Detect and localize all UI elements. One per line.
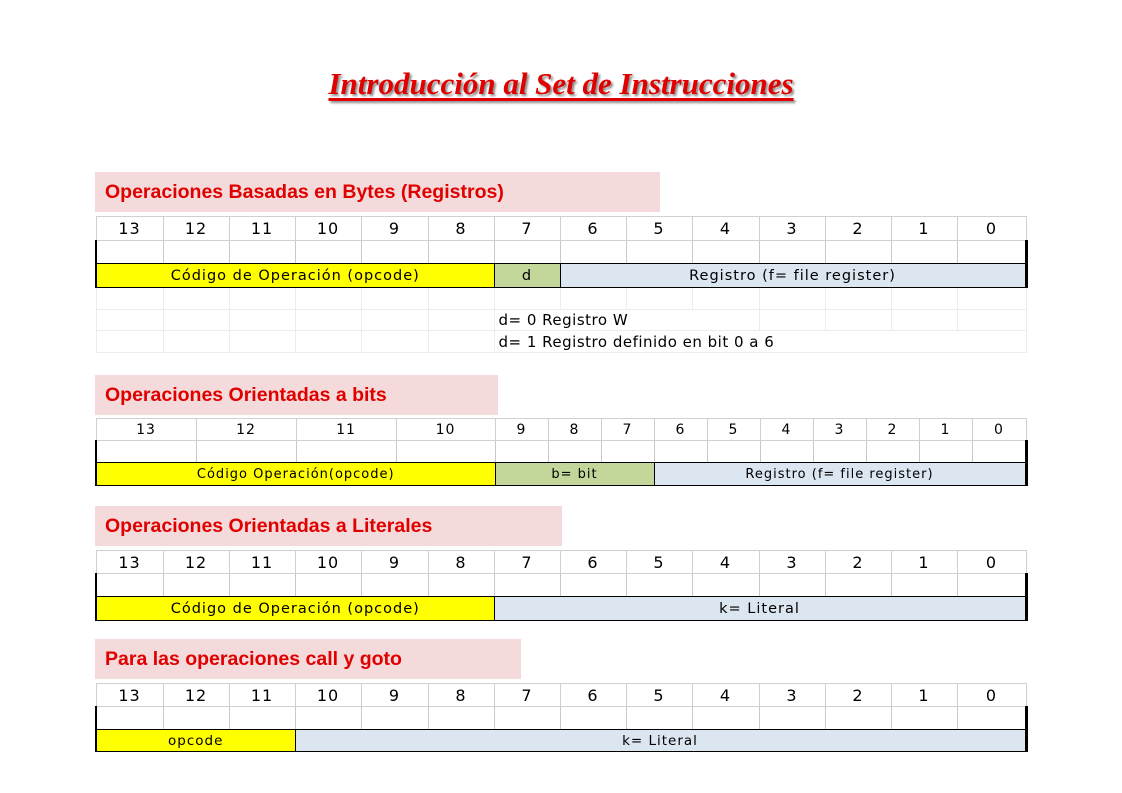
bit-cell [296, 441, 396, 463]
bit-5: 5 [707, 419, 760, 441]
bit-cell [548, 441, 601, 463]
bit-9: 9 [361, 684, 428, 707]
bit-7: 7 [494, 217, 560, 241]
bit-cell [919, 441, 972, 463]
bit-5: 5 [626, 684, 692, 707]
opcode-field: Código de Operación (opcode) [96, 264, 494, 288]
bit-12: 12 [163, 551, 229, 574]
bit-cell [96, 574, 163, 597]
bit-2: 2 [825, 684, 891, 707]
bit-cell [957, 241, 1026, 264]
d-field: d [494, 264, 560, 288]
section-heading-bits: Operaciones Orientadas a bits [95, 375, 498, 415]
bit-7: 7 [494, 684, 560, 707]
bit-11: 11 [229, 684, 295, 707]
bit-cell [560, 707, 626, 730]
bit-field: b= bit [495, 463, 654, 486]
note-d1: d= 1 Registro definido en bit 0 a 6 [494, 331, 1026, 353]
bit-9: 9 [361, 551, 428, 574]
bit-cell [707, 441, 760, 463]
bit-cell [825, 574, 891, 597]
bit-cell [96, 441, 196, 463]
bit-cell [825, 707, 891, 730]
bit-5: 5 [626, 217, 692, 241]
bit-11: 11 [229, 551, 295, 574]
bit-8: 8 [428, 551, 494, 574]
bit-11: 11 [229, 217, 295, 241]
bit-cell [891, 241, 957, 264]
section-heading-bytes: Operaciones Basadas en Bytes (Registros) [95, 172, 660, 212]
bit-cell [692, 707, 759, 730]
bit-12: 12 [163, 684, 229, 707]
bit-10: 10 [396, 419, 495, 441]
opcode-field: opcode [96, 730, 295, 752]
bit-cell [692, 241, 759, 264]
bit-cell [957, 707, 1026, 730]
bit-12: 12 [163, 217, 229, 241]
bit-cell [494, 574, 560, 597]
bit-1: 1 [891, 684, 957, 707]
bit-cell [295, 241, 361, 264]
bit-cell [626, 707, 692, 730]
bit-cell [759, 241, 825, 264]
bit-6: 6 [560, 217, 626, 241]
bit-cell [361, 241, 428, 264]
bit-7: 7 [601, 419, 654, 441]
bit-cell [396, 441, 495, 463]
bit-cell [295, 574, 361, 597]
bit-13: 13 [96, 551, 163, 574]
bit-cell [825, 241, 891, 264]
bit-3: 3 [759, 551, 825, 574]
bit-9: 9 [495, 419, 548, 441]
bit-cell [428, 241, 494, 264]
bit-12: 12 [196, 419, 296, 441]
bit-cell [760, 441, 813, 463]
bit-4: 4 [760, 419, 813, 441]
bit-cell [196, 441, 296, 463]
bit-2: 2 [866, 419, 919, 441]
call-goto-format-table [95, 683, 1028, 752]
literal-field: k= Literal [295, 730, 1026, 752]
bit-9: 9 [361, 217, 428, 241]
bit-0: 0 [957, 551, 1026, 574]
bit-3: 3 [813, 419, 866, 441]
bit-10: 10 [295, 551, 361, 574]
bit-cell [96, 241, 163, 264]
bit-8: 8 [428, 684, 494, 707]
bit-10: 10 [295, 217, 361, 241]
bit-cell [957, 574, 1026, 597]
bit-cell [601, 441, 654, 463]
bit-3: 3 [759, 684, 825, 707]
bit-1: 1 [919, 419, 972, 441]
bit-cell [229, 707, 295, 730]
bit-cell [560, 574, 626, 597]
opcode-field: Código de Operación (opcode) [96, 597, 494, 621]
bit-2: 2 [825, 217, 891, 241]
bit-cell [163, 241, 229, 264]
bit-11: 11 [296, 419, 396, 441]
bit-1: 1 [891, 217, 957, 241]
section-heading-call-goto: Para las operaciones call y goto [95, 639, 521, 679]
bit-0: 0 [972, 419, 1026, 441]
bit-cell [813, 441, 866, 463]
bit-6: 6 [560, 684, 626, 707]
note-d0: d= 0 Registro W [494, 310, 759, 331]
bit-6: 6 [560, 551, 626, 574]
bit-5: 5 [626, 551, 692, 574]
register-field: Registro (f= file register) [654, 463, 1026, 486]
bit-cell [428, 707, 494, 730]
bit-cell [361, 574, 428, 597]
bit-cell [229, 241, 295, 264]
bit-cell [494, 241, 560, 264]
bit-cell [361, 707, 428, 730]
bit-cell [495, 441, 548, 463]
bits-format-table [95, 418, 1028, 486]
bytes-format-table [95, 216, 1028, 353]
bit-cell [626, 241, 692, 264]
bit-13: 13 [96, 684, 163, 707]
bit-cell [759, 707, 825, 730]
bit-0: 0 [957, 684, 1026, 707]
bit-4: 4 [692, 551, 759, 574]
bit-13: 13 [96, 217, 163, 241]
bit-cell [626, 574, 692, 597]
literals-format-table [95, 550, 1028, 621]
bit-8: 8 [428, 217, 494, 241]
bit-cell [891, 574, 957, 597]
bit-4: 4 [692, 217, 759, 241]
bit-cell [229, 574, 295, 597]
bit-7: 7 [494, 551, 560, 574]
bit-cell [866, 441, 919, 463]
page-title: Introducción al Set de Instrucciones [328, 66, 794, 101]
bit-2: 2 [825, 551, 891, 574]
section-heading-literals: Operaciones Orientadas a Literales [95, 506, 562, 546]
bit-6: 6 [654, 419, 707, 441]
bit-3: 3 [759, 217, 825, 241]
bit-cell [295, 707, 361, 730]
literal-field: k= Literal [494, 597, 1026, 621]
bit-cell [163, 574, 229, 597]
bit-cell [494, 707, 560, 730]
bit-10: 10 [295, 684, 361, 707]
bit-cell [560, 241, 626, 264]
bit-0: 0 [957, 217, 1026, 241]
bit-cell [654, 441, 707, 463]
bit-8: 8 [548, 419, 601, 441]
bit-cell [891, 707, 957, 730]
opcode-field: Código Operación(opcode) [96, 463, 495, 486]
bit-1: 1 [891, 551, 957, 574]
bit-cell [972, 441, 1026, 463]
bit-cell [428, 574, 494, 597]
bit-4: 4 [692, 684, 759, 707]
bit-cell [163, 707, 229, 730]
bit-cell [759, 574, 825, 597]
bit-13: 13 [96, 419, 196, 441]
bit-cell [692, 574, 759, 597]
register-field: Registro (f= file register) [560, 264, 1026, 288]
bit-cell [96, 707, 163, 730]
